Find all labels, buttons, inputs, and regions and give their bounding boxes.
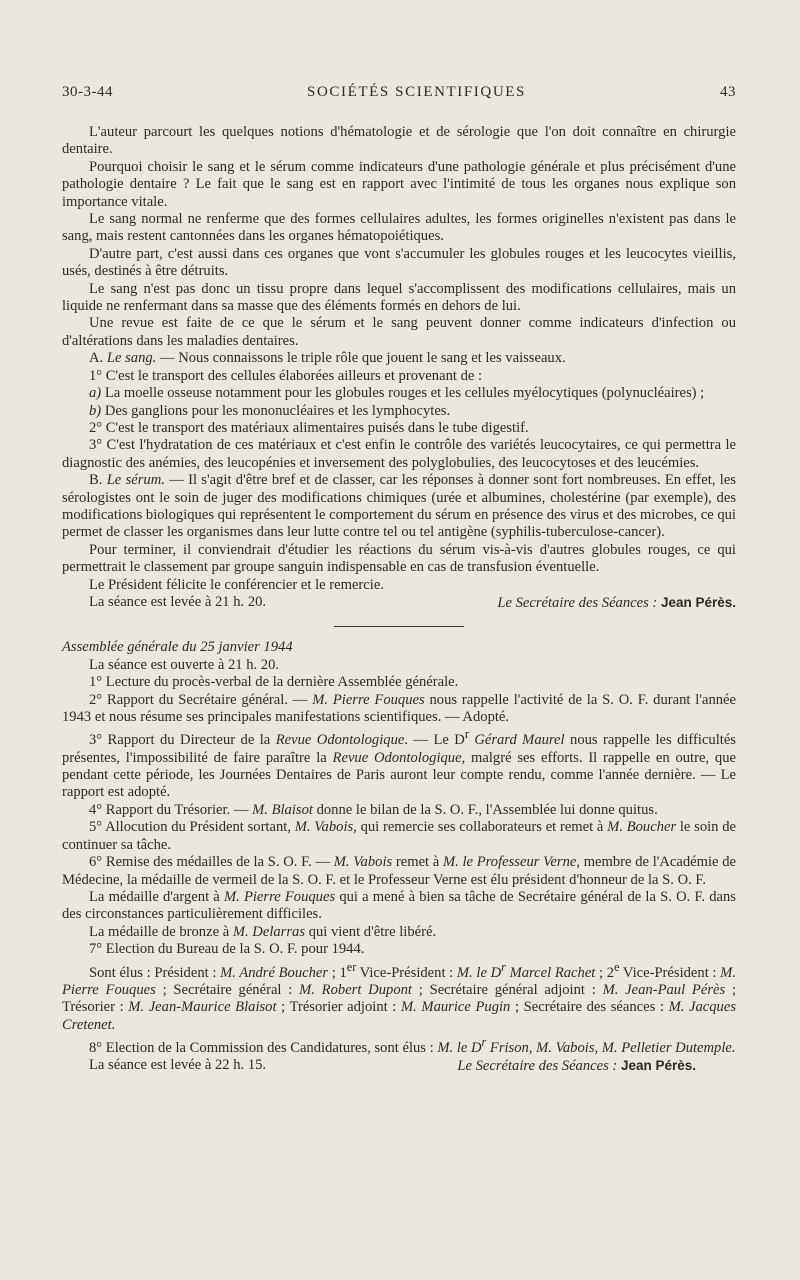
list-item [62, 1034, 736, 1057]
text-run: ; Secrétaire général : [155, 981, 300, 998]
list-item [62, 802, 736, 819]
page-number: 43 [720, 84, 736, 100]
paragraph [62, 924, 736, 941]
text-run: qui vient d'être libéré. [305, 923, 437, 940]
person-name: M. Delarras [232, 923, 306, 940]
section-a-letter: A. [89, 350, 104, 367]
person-name: M. Robert Dupont [299, 981, 412, 998]
signature [497, 594, 736, 612]
text-run: le soin de continuer sa tâche. [62, 819, 736, 853]
text-run: 5° Allocution du Président sortant, [89, 819, 295, 836]
paragraph [62, 889, 736, 924]
signature [457, 1057, 696, 1075]
text-run: ; 1 [328, 964, 347, 981]
signature-role: Le Secrétaire des Séances : [497, 594, 658, 611]
signature-role: Le Secrétaire des Séances : [457, 1058, 618, 1075]
person-name: M. le D [456, 964, 502, 981]
paragraph: La séance est ouverte à 21 h. 20. [89, 656, 280, 673]
closing-line [62, 1057, 736, 1075]
text-run: 8° Election de la Commission des Candidatures, sont élus : [89, 1039, 438, 1056]
text-run: , malgré ses efforts. Il rappelle en outre, que pendant cette période, les Journées Dentaires de Paris auront leur compte rendu, comme l'année dernière. — Le rapport est adopté. [62, 749, 736, 801]
list-item: 1° C'est le transport des cellules élaborées ailleurs et provenant de : [89, 367, 483, 384]
superscript: e [614, 959, 620, 974]
sub-item-letter: b) [89, 402, 102, 419]
sub-item-letter: a) [89, 385, 102, 402]
text-run: donne le bilan de la S. O. F., l'Assemblée lui donne quitus. [312, 801, 658, 818]
section-title: SOCIÉTÉS SCIENTIFIQUES [307, 84, 526, 100]
signature-name: Jean Pérès. [660, 594, 736, 610]
text-run: Vice-Président : [356, 964, 457, 981]
paragraph: D'autre part, c'est aussi dans ces organes que vont s'accumuler les globules rouges et les leucocytes vieillis, usés, destinés à être détruits. [62, 245, 736, 280]
sub-item-a [62, 385, 736, 402]
assembly-heading-prefix: Assemblée générale du [62, 639, 197, 656]
assembly-heading [62, 639, 736, 656]
person-name: M. Pierre Fouques [223, 888, 336, 905]
list-item [62, 819, 736, 854]
person-name: M. Pierre Fouques [62, 964, 736, 998]
person-name: M. Vabois, [294, 819, 357, 836]
list-item: 3° C'est l'hydratation de ces matériaux et c'est enfin le contrôle des variétés leucocytaires, ce qui permettra le diagnostic des anémies, des leucopénies et inversement des polyglobulies, des leucocytoses et des leucémies. [62, 437, 736, 471]
article-body [62, 124, 736, 1076]
person-name: M. André Boucher [220, 964, 329, 981]
person-name: M. Vabois [333, 854, 393, 871]
text-run: ; Trésorier : [62, 981, 737, 1016]
text-run: 3° Rapport du Directeur de la [89, 732, 276, 749]
list-item [62, 726, 736, 801]
paragraph: Une revue est faite de ce que le sérum et le sang peuvent donner comme indicateurs d'infection ou d'altérations dans les maladies dentaires. [62, 315, 736, 349]
superscript: er [346, 959, 357, 974]
section-a-text: — Nous connaissons le triple rôle que jouent le sang et les vaisseaux. [156, 350, 566, 367]
assembly-heading-date: 25 janvier 1944 [200, 639, 293, 656]
person-name: M. Boucher [607, 819, 677, 836]
section-b [62, 472, 736, 542]
section-a-title: Le sang. [106, 350, 157, 367]
paragraph: Pourquoi choisir le sang et le sérum comme indicateurs d'une pathologie générale et plus précisément d'une pathologie dentaire ? Le fait que le sang est en rapport avec l'intimité de tous les organes nous explique son importance vitale. [62, 158, 736, 210]
text-run: 4° Rapport du Trésorier. — [89, 801, 253, 818]
text-run: 2° Rapport du Secrétaire général. — [89, 691, 313, 708]
person-name: Gérard Maurel [468, 732, 565, 749]
text-run: ; 2 [595, 964, 615, 981]
paragraph: Le Président félicite le conférencier et le remercie. [89, 576, 384, 593]
closing-text: La séance est levée à 22 h. 15. [89, 1057, 267, 1074]
list-item [62, 692, 736, 727]
text-run: qui a mené à bien sa tâche de Secrétaire général de la S. O. F. dans des circonstances particulièrement difficiles. [62, 888, 736, 923]
sub-item-b [62, 403, 736, 420]
elected-officers [62, 959, 736, 1034]
section-b-title: Le sérum. [106, 472, 165, 489]
signature-name: Jean Pérès. [620, 1058, 696, 1074]
person-name: Marcel Rachet [505, 964, 596, 981]
text-run: remet à [392, 854, 443, 871]
section-b-text: — Il s'agit d'être bref et de classer, car les réponses à donner sont fort nombreuses. En effet, les sérologistes ont le soin de juger des modifications chimiques (urée et albumines, cholestérine (par exemple), des modifications biologiques qui représentent le comportement du sérum en présence des virus et des microbes, ce qui permet de classer les organismes dans leur lutte contre tel ou tel antigène (syphilis-tuberculose-cancer). [62, 472, 736, 541]
journal-name: Revue Odontologique [332, 749, 462, 766]
text-run: ; Secrétaire des séances : [510, 999, 669, 1016]
text-run: Vice-Président : [619, 964, 721, 981]
sub-item-text: La moelle osseuse notamment pour les globules rouges et les cellules myélocytiques (polynucléaires) ; [101, 385, 705, 402]
text-run: ; Secrétaire général adjoint : [411, 981, 603, 998]
text-run: 6° Remise des médailles de la S. O. F. — [89, 854, 334, 871]
text-run: La médaille d'argent à [89, 888, 224, 905]
closing-text: La séance est levée à 21 h. 20. [89, 593, 267, 610]
section-divider [334, 626, 464, 627]
paragraph: Pour terminer, il conviendrait d'étudier les réactions du sérum vis-à-vis d'autres globules rouges, ce qui permettrait le classement par groupe sanguin indispensable en cas de transfusion éventuelle. [62, 541, 736, 576]
superscript: r [464, 727, 469, 742]
person-name: Frison, M. Vabois, M. Pelletier Dutemple. [486, 1039, 736, 1056]
text-run: La médaille de bronze à [89, 923, 233, 940]
person-name: M. le Professeur Verne [443, 854, 577, 871]
superscript: r [481, 1035, 487, 1050]
section-b-letter: B. [89, 472, 103, 489]
list-item: 2° C'est le transport des matériaux alimentaires puisés dans le tube digestif. [89, 419, 529, 436]
text-run: , membre de l'Académie de Médecine, la médaille de vermeil de la S. O. F. et le Professeur Verne est élu président d'honneur de la S. O. F. [62, 854, 737, 888]
list-item [62, 854, 736, 889]
person-name: M. Jacques Cretenet. [62, 999, 736, 1033]
person-name: M. Maurice Pugin [401, 999, 511, 1016]
person-name: M. Blaisot [252, 801, 313, 818]
section-a [62, 350, 736, 367]
paragraph: L'auteur parcourt les quelques notions d'hématologie et de sérologie que l'on doit connaître en chirurgie dentaire. [62, 124, 736, 158]
journal-name: Revue Odontologique [275, 732, 405, 749]
person-name: M. Jean-Maurice Blaisot [128, 999, 277, 1016]
running-header [62, 84, 736, 101]
text-run: ; Trésorier adjoint : [276, 999, 401, 1016]
paragraph: Le sang n'est pas donc un tissu propre dans lequel s'accomplissent des modifications cellulaires, mais un liquide ne renfermant dans sa masse que des éléments formés en dehors de lui. [62, 280, 736, 315]
list-item: 1° Lecture du procès-verbal de la dernière Assemblée générale. [89, 674, 459, 691]
text-run: nous rappelle les difficultés présentes, l'impossibilité de faire paraître la [62, 732, 736, 766]
superscript: r [501, 959, 506, 974]
closing-line [62, 594, 736, 612]
text-run: . — Le D [404, 732, 465, 749]
person-name: M. Pierre Fouques [312, 691, 425, 708]
person-name: M. le D [437, 1039, 482, 1056]
text-run: nous rappelle l'activité de la S. O. F. durant l'année 1943 et nous résume ses principales manifestations scientifiques. — Adopté. [62, 691, 736, 725]
list-item: 7° Election du Bureau de la S. O. F. pour 1944. [89, 941, 365, 958]
text-run: Sont élus : Président : [89, 964, 221, 981]
paragraph: Le sang normal ne renferme que des formes cellulaires adultes, les formes originelles n'existent pas dans le sang, mais restent cantonnées dans les organes hématopoiétiques. [62, 211, 736, 245]
person-name: M. Jean-Paul Pérès [602, 981, 726, 998]
text-run: qui remercie ses collaborateurs et remet à [356, 819, 608, 836]
issue-date: 30-3-44 [62, 84, 113, 100]
sub-item-text: Des ganglions pour les mononucléaires et les lymphocytes. [101, 402, 451, 419]
